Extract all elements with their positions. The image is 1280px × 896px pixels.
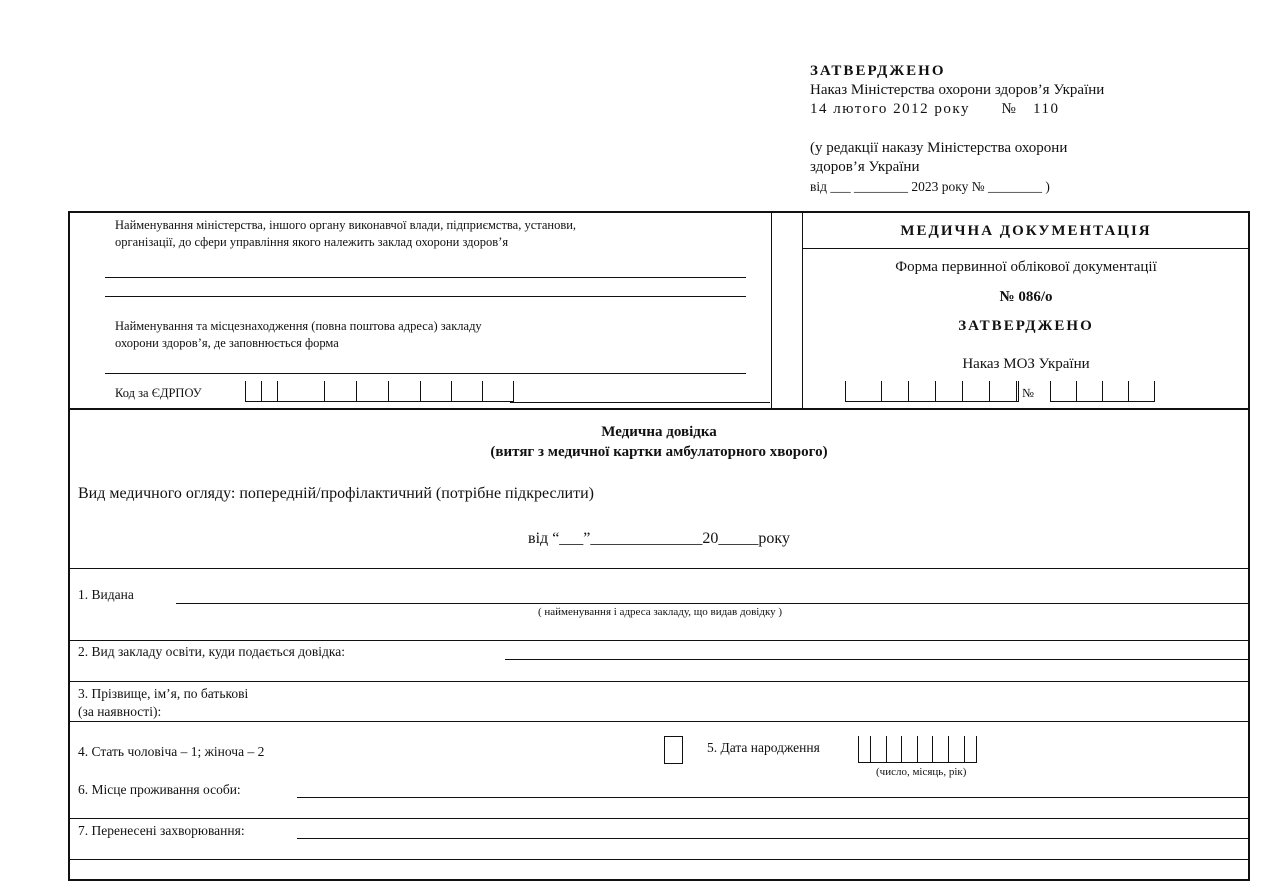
facility-label-1: Найменування та місцезнаходження (повна поштова адреса) закладу	[115, 319, 482, 333]
approval-note-2: здоров’я України	[810, 159, 920, 175]
residence-input-line[interactable]	[297, 797, 1248, 798]
edrpou-code-cells[interactable]	[245, 381, 514, 402]
order-number-cells[interactable]	[1050, 381, 1155, 402]
residence-label: 6. Місце проживання особи:	[78, 782, 241, 797]
row-divider-3	[69, 721, 1249, 722]
header-divider-right	[802, 212, 803, 409]
header-divider-left	[771, 212, 772, 409]
issued-input-line[interactable]	[176, 603, 1248, 604]
approval-note-3: від ___ ________ 2023 року № ________ )	[810, 179, 1050, 194]
approval-title: ЗАТВЕРДЖЕНО	[810, 63, 946, 79]
approved-label: ЗАТВЕРДЖЕНО	[958, 318, 1094, 334]
school-label: 2. Вид закладу освіти, куди подається довідка:	[78, 644, 345, 659]
edrpou-label: Код за ЄДРПОУ	[115, 386, 202, 400]
birth-date-label: 5. Дата народження	[707, 740, 820, 755]
medical-documentation-title: МЕДИЧНА ДОКУМЕНТАЦІЯ	[900, 223, 1152, 239]
school-input-line[interactable]	[505, 659, 1248, 660]
diseases-input-line[interactable]	[297, 838, 1248, 839]
facility-line[interactable]	[105, 373, 746, 374]
form-type-label: Форма первинної облікової документації	[895, 259, 1157, 275]
row-divider-4	[69, 818, 1249, 819]
document-title: Медична довідка	[601, 424, 717, 440]
facility-label-2: охорони здоров’я, де заповнюється форма	[115, 336, 339, 350]
issued-label: 1. Видана	[78, 587, 134, 602]
ministry-label-2: організації, до сфери управління якого належить заклад охорони здоров’я	[115, 235, 509, 249]
row-divider-1	[69, 640, 1249, 641]
approval-note-1: (у редакції наказу Міністерства охорони	[810, 140, 1068, 156]
exam-date-line[interactable]: від “___”______________20_____року	[528, 530, 790, 547]
name-label-1: 3. Прізвище, ім’я, по батькові	[78, 686, 249, 701]
diseases-input-line-2[interactable]	[69, 859, 1249, 860]
form-number: № 086/о	[999, 289, 1053, 305]
birth-date-hint: (число, місяць, рік)	[876, 766, 967, 778]
section-divider	[69, 568, 1249, 569]
approval-date-line: 14 лютого 2012 року № 110	[810, 101, 1060, 117]
issued-hint: ( найменування і адреса закладу, що видав довідку )	[537, 606, 783, 618]
ministry-line-2[interactable]	[105, 296, 746, 297]
ministry-label-1: Найменування міністерства, іншого органу виконавчої влади, підприємства, установи,	[115, 218, 577, 232]
header-right-divider	[803, 248, 1249, 249]
name-label-2: (за наявності):	[78, 704, 162, 719]
moz-order-label: Наказ МОЗ України	[962, 356, 1090, 372]
sex-checkbox[interactable]	[664, 736, 683, 764]
approval-order-line: Наказ Міністерства охорони здоров’я України	[810, 82, 1105, 98]
sex-label: 4. Стать чоловіча – 1; жіноча – 2	[78, 744, 265, 759]
ministry-line-1[interactable]	[105, 277, 746, 278]
document-subtitle: (витяг з медичної картки амбулаторного хворого)	[490, 444, 828, 460]
order-date-cells[interactable]	[845, 381, 1019, 402]
exam-type-label: Вид медичного огляду: попередній/профілактичний (потрібне підкреслити)	[78, 485, 594, 502]
diseases-label: 7. Перенесені захворювання:	[78, 823, 245, 838]
birth-date-cells[interactable]	[858, 736, 977, 763]
edrpou-line-tail	[510, 402, 770, 403]
order-number-sign: №	[1022, 386, 1034, 400]
row-divider-2	[69, 681, 1249, 682]
